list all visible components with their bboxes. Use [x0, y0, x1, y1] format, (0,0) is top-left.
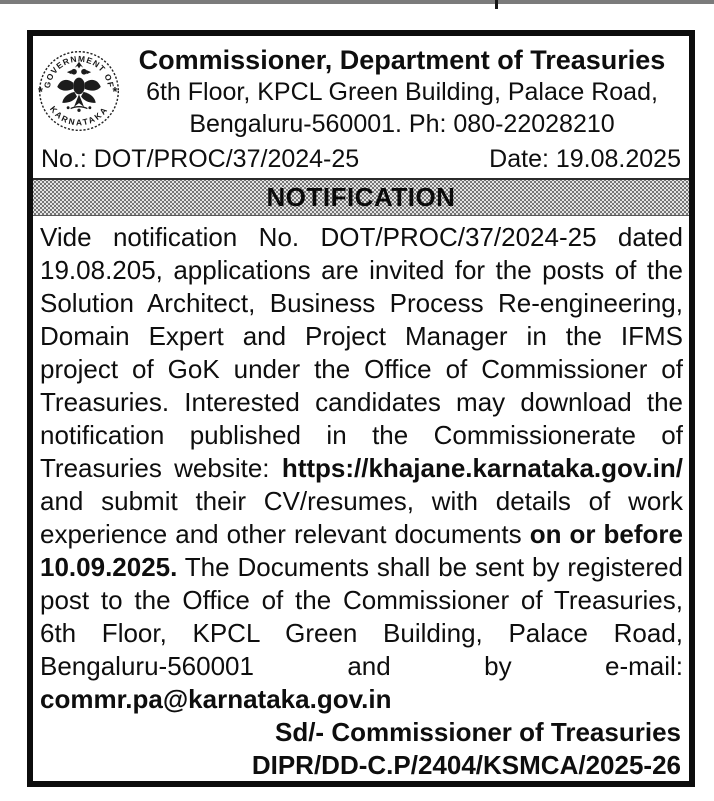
masthead: [33, 36, 689, 140]
seal-right-star-icon: *: [112, 85, 118, 100]
notification-title: NOTIFICATION: [266, 182, 456, 212]
masthead-text-block: [121, 43, 683, 140]
seal-left-star-icon: *: [38, 85, 43, 100]
address-line-1: 6th Floor, KPCL Green Building, Palace Road,: [146, 78, 658, 106]
column-divider-tick: [495, 0, 498, 9]
website-url: https://khajane.karnataka.gov.in/: [281, 453, 683, 483]
notification-banner: [33, 178, 689, 216]
dipr-reference: DIPR/DD-C.P/2404/KSMCA/2025-26: [251, 750, 681, 780]
government-of-karnataka-seal: [37, 45, 121, 137]
notice-date: Date: 19.08.2025: [489, 145, 681, 173]
signature-line: Sd/- Commissioner of Treasuries: [274, 717, 681, 747]
postal-instructions-text: The Documents shall be sent by registered post to the Office of the Commissioner of Treasuries, 6th Floor, KPCL Green Building, Palace Road, Bengaluru-560001 and by e-mail:: [40, 552, 683, 681]
org-title: Commissioner, Department of Treasuries: [138, 45, 666, 75]
address-line-2: Bengaluru-560001. Ph: 080-22028210: [189, 110, 615, 138]
submission-instructions-text: and submit their CV/resumes, with details of work experience and other relevant documents: [40, 486, 683, 549]
deadline-text: on or before 10.09.2025.: [40, 519, 683, 582]
seal-bottom-text: KARNATAKA: [47, 103, 111, 128]
notice-box: [27, 30, 695, 787]
email-address: commr.pa@karnataka.gov.in: [40, 684, 392, 714]
body-paragraph: [33, 216, 689, 716]
reference-row: [33, 140, 689, 178]
notice-intro-text: Vide notification No. DOT/PROC/37/2024-25 dated 19.08.205, applications are invited for the posts of the Solution Architect, Business Process Re-engineering, Domain Expert and Project Manager in the IFMS project of GoK under the Office of Commissioner of Treasuries. Interested candidates may download the notification published in the Commissionerate of Treasuries website:: [40, 222, 683, 483]
newspaper-column-rule: [0, 0, 714, 4]
reference-number: No.: DOT/PROC/37/2024-25: [41, 145, 360, 173]
seal-top-text: GOVERNMENT OF: [41, 53, 117, 89]
gandaberunda-emblem-icon: [57, 62, 100, 112]
